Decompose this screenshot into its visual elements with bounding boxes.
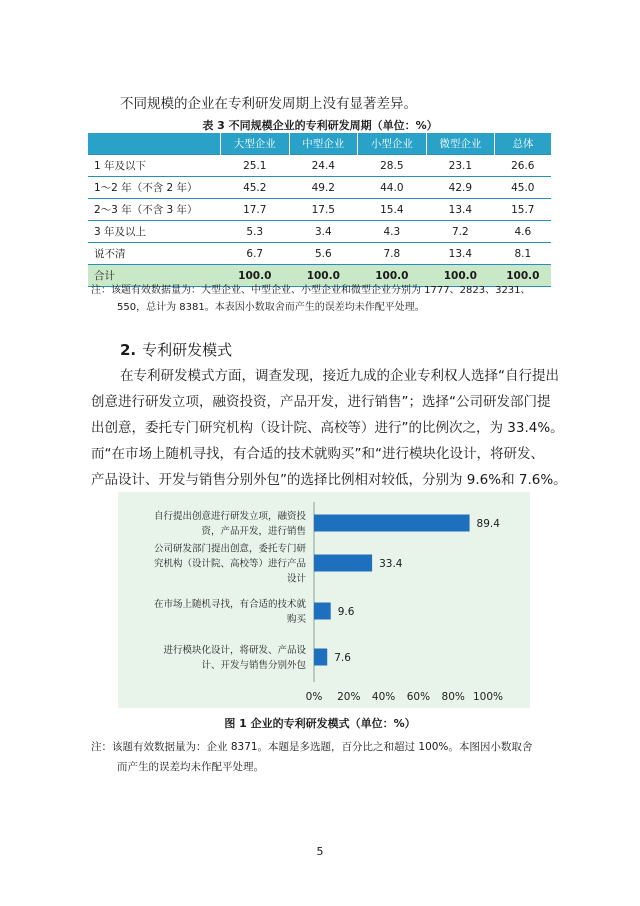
x-tick-label: 40%	[371, 691, 396, 703]
chart-caption: 图 1 企业的专利研发模式（单位：%）	[224, 717, 416, 730]
table-cell: 100.0	[221, 265, 290, 287]
table-cell: 17.5	[289, 199, 358, 221]
category-label: 计、开发与销售分别外包	[201, 660, 306, 671]
table-row	[88, 243, 551, 265]
category-label: 购买	[286, 614, 306, 625]
table-cell: 13.4	[426, 199, 495, 221]
paragraph-line: 在专利研发模式方面，调查发现，接近九成的企业专利权人选择“自行提出	[120, 368, 559, 384]
table-note	[91, 282, 551, 316]
table-cell: 28.5	[358, 155, 427, 177]
bar	[314, 515, 470, 532]
table-cell: 42.9	[426, 177, 495, 199]
category-label: 公司研发部门提出创意，委托专门研	[153, 543, 306, 555]
section-title: 专利研发模式	[142, 341, 233, 359]
row-label: 1 年及以下	[88, 155, 221, 177]
header-cell: 大型企业	[221, 133, 290, 155]
x-tick-label: 80%	[441, 691, 465, 703]
table-cell: 44.0	[358, 177, 427, 199]
table-cell: 24.4	[289, 155, 358, 177]
table-cell: 5.3	[221, 221, 290, 243]
bar-value-label: 9.6	[337, 606, 355, 618]
category-label: 进行模块化设计，将研发、产品设	[163, 645, 306, 656]
table-cell: 100.0	[358, 265, 427, 287]
bar-chart	[118, 492, 530, 708]
header-cell: 中型企业	[289, 133, 358, 155]
x-tick-label: 60%	[406, 691, 431, 703]
page-number: 5	[316, 845, 324, 858]
table-cell: 100.0	[495, 265, 551, 287]
row-label: 说不清	[88, 243, 221, 265]
bar-value-label: 7.6	[334, 652, 351, 664]
category-label: 在市场上随机寻找，有合适的技术就	[153, 599, 306, 610]
table-cell: 7.8	[358, 243, 427, 265]
row-label: 合计	[88, 265, 221, 287]
table-note-line: 注：该题有效数据量为：大型企业、中型企业、小型企业和微型企业分别为 1777、2823、3231、	[91, 285, 531, 296]
table-cell: 100.0	[426, 265, 495, 287]
table-cell: 49.2	[289, 177, 358, 199]
bar	[314, 603, 331, 620]
table-header-row	[88, 133, 551, 155]
category-label: 自行提出创意进行研发立项，融资投	[153, 511, 306, 522]
table-cell: 8.1	[495, 243, 551, 265]
section-heading	[120, 339, 232, 360]
table-cell: 23.1	[426, 155, 495, 177]
row-label: 3 年及以上	[88, 221, 221, 243]
paragraph-line: 而“在市场上随机寻找，有合适的技术就购买”和“进行模块化设计，将研发、	[91, 446, 544, 462]
chart-area	[118, 492, 530, 708]
header-cell: 总体	[495, 133, 551, 155]
table-cell: 7.2	[426, 221, 495, 243]
bar-value-label: 33.4	[379, 558, 403, 570]
table-cell: 3.4	[289, 221, 358, 243]
table-cell: 25.1	[221, 155, 290, 177]
intro-text: 不同规模的企业在专利研发周期上没有显著差异。	[120, 96, 417, 112]
x-tick-label: 20%	[337, 691, 361, 703]
table-cell: 17.7	[221, 199, 290, 221]
paragraph-line: 产品设计、开发与销售分别外包”的选择比例相对较低，分别为 9.6%和 7.6%。	[91, 472, 567, 488]
table-cell: 15.7	[495, 199, 551, 221]
x-tick-label: 100%	[472, 691, 504, 703]
chart-note	[91, 737, 557, 777]
table-cell: 45.0	[495, 177, 551, 199]
paragraph-line: 创意进行研发立项，融资投资，产品开发，进行销售”；选择“公司研发部门提	[91, 394, 551, 410]
table-cell: 5.6	[289, 243, 358, 265]
table-row	[88, 155, 551, 177]
table-cell: 13.4	[426, 243, 495, 265]
section-number: 2.	[120, 341, 137, 359]
category-label: 设计	[286, 573, 306, 585]
table-note-line: 550，总计为 8381。本表因小数取舍而产生的误差均未作配平处理。	[117, 302, 425, 313]
table-cell: 6.7	[221, 243, 290, 265]
table-cell: 26.6	[495, 155, 551, 177]
table-row	[88, 199, 551, 221]
category-label: 究机构（设计院、高校等）进行产品	[153, 558, 306, 570]
header-cell: 微型企业	[426, 133, 495, 155]
x-tick-label: 0%	[305, 691, 323, 703]
chart-note-line: 注：该题有效数据量为：企业 8371。本题是多选题，百分比之和超过 100%。本图因小数取舍	[91, 741, 533, 753]
header-cell: 小型企业	[358, 133, 427, 155]
table-row	[88, 221, 551, 243]
table-cell: 15.4	[358, 199, 427, 221]
header-cell	[88, 133, 221, 155]
row-label: 2～3 年（不含 3 年）	[88, 199, 221, 221]
chart-note-line: 而产生的误差均未作配平处理。	[117, 761, 264, 773]
table-cell: 4.6	[495, 221, 551, 243]
bar	[314, 555, 372, 572]
development-cycle-table	[88, 133, 551, 287]
category-label: 资，产品开发，进行销售	[201, 526, 306, 537]
bar-value-label: 89.4	[476, 518, 500, 530]
table-row	[88, 177, 551, 199]
bar	[314, 649, 327, 666]
table-cell: 45.2	[221, 177, 290, 199]
table-caption: 表 3 不同规模企业的专利研发周期（单位：%）	[202, 119, 438, 132]
paragraph-line: 出创意，委托专门研究机构（设计院、高校等）进行”的比例次之，为 33.4%。	[91, 420, 564, 436]
row-label: 1～2 年（不含 2 年）	[88, 177, 221, 199]
table-cell: 100.0	[289, 265, 358, 287]
table-cell: 4.3	[358, 221, 427, 243]
